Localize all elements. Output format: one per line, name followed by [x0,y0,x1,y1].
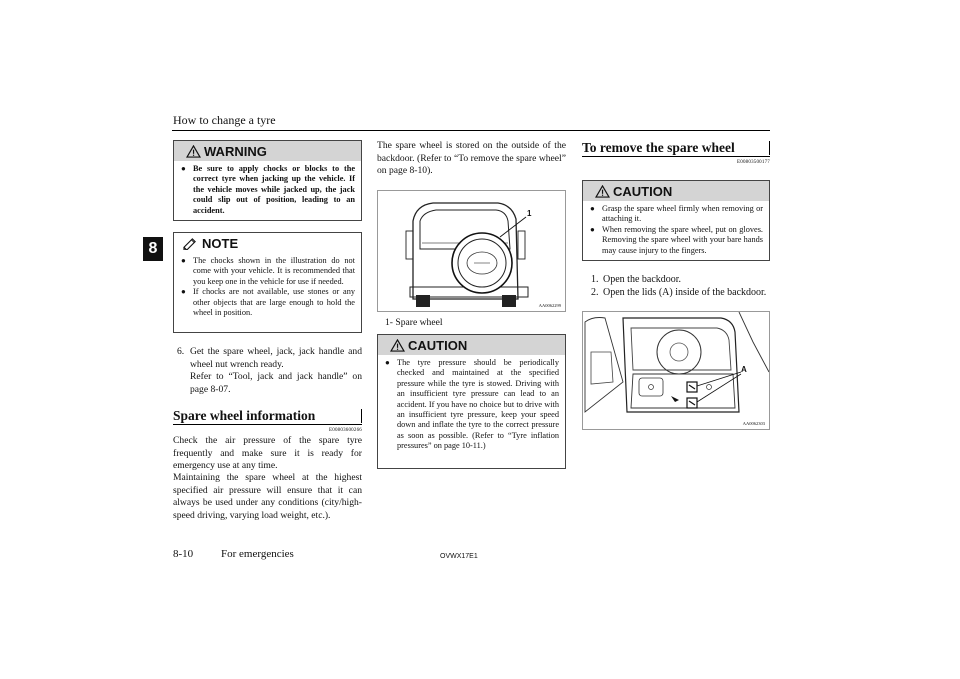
paragraph: Maintaining the spare wheel at the highest specified air pressure will ensure that it can always be used under any conditions (city/high-speed driving, varying load weight, etc.). [173,472,362,521]
warning-item: ● Be sure to apply chocks or blocks to the correct tyre when jacking up the vehicle. If the vehicle moves while jacked up, the jack could slip out of position, leading to an accident. [178,164,355,216]
warning-header [174,141,361,161]
figure-callout-1: 1 [527,209,532,218]
section-rule [173,424,362,425]
bullet-icon: ● [181,287,186,297]
paragraph: Check the air pressure of the spare tyre frequently and make sure it is ready for emergency use at any time. [173,435,362,471]
step-reference: Refer to “Tool, jack and jack handle” on page 8-07. [190,371,362,395]
warning-triangle-icon [186,145,201,158]
intro-paragraph: The spare wheel is stored on the outside of the backdoor. (Refer to “To remove the spare wheel” on page 8-10). [377,140,566,176]
warning-triangle-icon [390,339,405,352]
backdoor-interior-illustration [583,312,769,429]
figure-code: AA0062303 [742,421,765,426]
note-pencil-icon [182,237,199,250]
vehicle-rear-illustration [378,191,565,311]
section-title-remove-spare-wheel: To remove the spare wheel [582,140,735,155]
section-rule-tick [769,141,770,155]
warning-title: WARNING [204,143,267,159]
bullet-icon: ● [590,224,595,234]
step-text: Get the spare wheel, jack, jack handle and wheel nut wrench ready. [190,346,362,370]
bullet-icon: ● [181,164,186,173]
note-box [173,232,362,333]
bullet-icon: ● [181,256,186,265]
caution-title: CAUTION [613,183,673,199]
caution-header [583,181,769,201]
chapter-tab: 8 [143,237,163,261]
step-1: 1. Open the backdoor. [591,274,682,285]
caution-item: ● Grasp the spare wheel firmly when removing or attaching it. [587,204,763,225]
page-header-title: How to change a tyre [173,113,276,127]
section-title-spare-wheel-info: Spare wheel information [173,408,316,423]
document-code: OVWX17E1 [440,553,478,560]
note-header [174,233,361,253]
figure-callout-a: A [741,365,747,374]
note-title: NOTE [202,235,239,251]
caution-header [378,335,565,355]
section-code: E00803600266 [329,428,362,433]
section-code: E00803500177 [737,160,770,165]
figure-code: AA0062299 [538,303,561,308]
header-rule [172,130,770,131]
warning-box [173,140,362,221]
caution-box-right [582,180,770,261]
step-number: 6. [177,346,185,357]
figure-caption: 1- Spare wheel [385,317,443,328]
section-rule [582,156,770,157]
caution-item: ● When removing the spare wheel, put on gloves. Removing the spare wheel with your bare hands may cause injury to the fingers. [587,225,763,256]
section-rule-tick [361,409,362,423]
warning-triangle-icon [595,185,610,198]
step-6 [177,346,362,396]
note-item: ● The chocks shown in the illustration do not come with your vehicle. It is recommended that you keep one in the vehicle for use if needed. [178,256,355,287]
step-list [591,273,770,299]
spare-wheel-figure [377,190,566,312]
step-2: 2. Open the lids (A) inside of the backdoor. [591,287,767,298]
note-item: ● If chocks are not available, use stones or any other objects that are large enough to hold the wheel in position. [178,287,355,318]
chapter-name: For emergencies [221,548,294,560]
caution-title: CAUTION [408,337,468,353]
caution-box-middle [377,334,566,469]
bullet-icon: ● [385,358,390,367]
caution-item: ● The tyre pressure should be periodically checked and maintained at the specified pressure while the tyre is stowed. Driving with an insufficient tyre pressure can lead to an accident. If you have no choice but to drive with an insufficient tyre pressure, keep your speed down and inflate the tyre to the correct pressure as soon as possible. (Refer to “Tyre inflation pressures” on page 10-11.) [382,358,559,452]
backdoor-lids-figure [582,311,770,430]
bullet-icon: ● [590,204,595,213]
page-number: 8-10 [173,548,194,560]
